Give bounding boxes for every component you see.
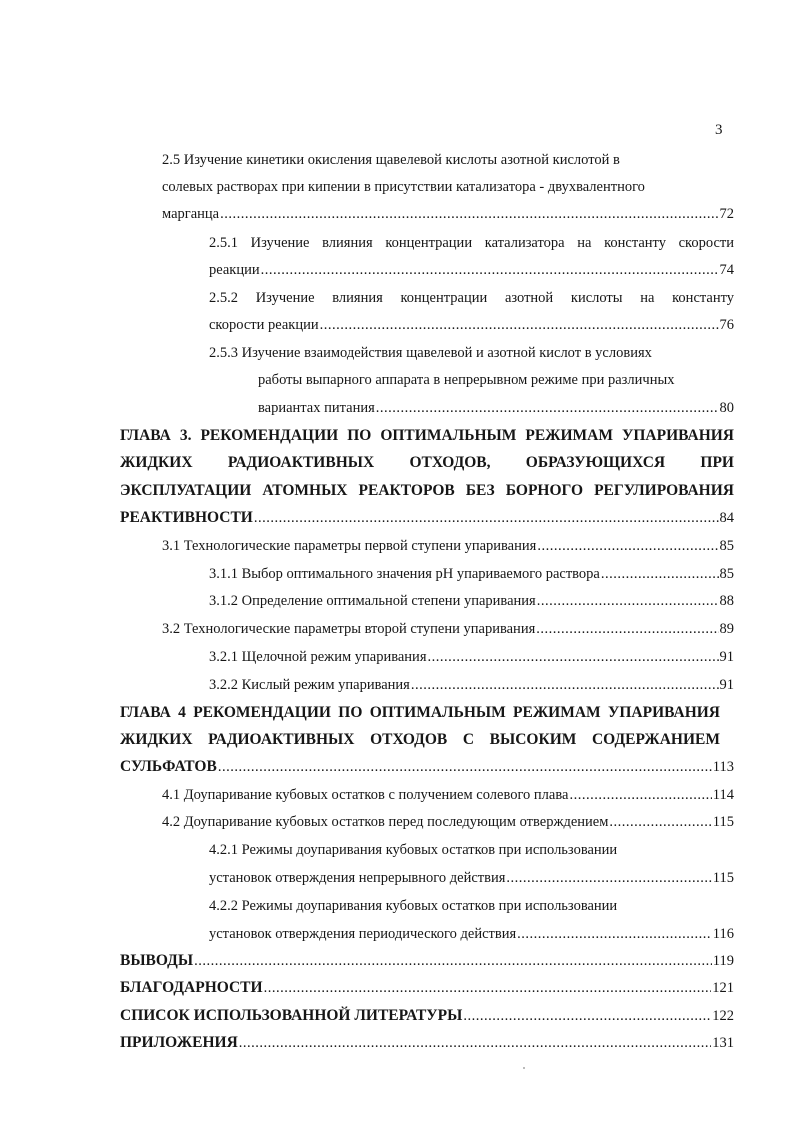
- toc-2-5-3-line2: работы выпарного аппарата в непрерывном режиме при различных: [258, 372, 675, 388]
- toc-3-2-text: 3.2 Технологические параметры второй ступени упаривания: [162, 621, 536, 637]
- toc-3-2-page: 89: [719, 621, 734, 637]
- toc-appendices-page: 131: [712, 1035, 734, 1051]
- dot-leader: [194, 951, 712, 971]
- dot-leader: [218, 757, 712, 777]
- toc-3-2-2-text: 3.2.2 Кислый режим упаривания: [209, 677, 410, 693]
- toc-2-5-1-line2: реакции: [209, 262, 260, 278]
- dot-leader: [264, 978, 712, 998]
- toc-2-5-3-line3: вариантах питания: [258, 400, 375, 416]
- toc-2-5-entry: [162, 204, 734, 224]
- dot-leader: [537, 536, 718, 556]
- toc-2-5-line3: марганца: [162, 206, 220, 222]
- toc-4-2-1-line1: 4.2.1 Режимы доупаривания кубовых остатков при использовании: [209, 842, 618, 858]
- toc-2-5-2-page: 76: [719, 317, 734, 333]
- toc-3-1-entry: [162, 536, 734, 556]
- toc-conclusions-page: 119: [712, 953, 734, 969]
- toc-4-1-entry: [162, 785, 734, 805]
- toc-2-5-1-page: 74: [719, 262, 734, 278]
- toc-4-1-text: 4.1 Доупаривание кубовых остатков с получением солевого плава: [162, 787, 569, 803]
- dot-leader: [376, 398, 719, 418]
- toc-3-1-1-text: 3.1.1 Выбор оптимального значения pH упариваемого раствора: [209, 566, 600, 582]
- toc-ch3-entry: [120, 508, 734, 528]
- toc-3-2-1-text: 3.2.1 Щелочной режим упаривания: [209, 649, 427, 665]
- dot-leader: [517, 924, 712, 944]
- toc-3-2-entry: [162, 619, 734, 639]
- toc-3-1-2-text: 3.1.2 Определение оптимальной степени упаривания: [209, 593, 536, 609]
- toc-2-5-1-line1: 2.5.1 Изучение влияния концентрации катализатора на константу скорости: [209, 235, 734, 251]
- toc-3-2-2-entry: [209, 675, 734, 695]
- toc-2-5-2-entry: [209, 315, 734, 335]
- toc-ch3-line3: ЭКСПЛУАТАЦИИ АТОМНЫХ РЕАКТОРОВ БЕЗ БОРНОГО РЕГУЛИРОВАНИЯ: [120, 482, 734, 499]
- toc-3-1-2-entry: [209, 591, 734, 611]
- toc-appendices-text: ПРИЛОЖЕНИЯ: [120, 1034, 238, 1051]
- toc-references-page: 122: [712, 1008, 734, 1024]
- toc-4-2-page: 115: [712, 814, 734, 830]
- toc-2-5-2-line2: скорости реакции: [209, 317, 319, 333]
- toc-acknowledgements-entry: [120, 978, 734, 998]
- toc-ch4-entry: [120, 757, 734, 777]
- toc-4-1-page: 114: [712, 787, 734, 803]
- toc-2-5-3-entry: [258, 398, 734, 418]
- toc-ch3-page: 84: [719, 510, 734, 526]
- toc-4-2-2-line1: 4.2.2 Режимы доупаривания кубовых остатков при использовании: [209, 898, 618, 914]
- toc-2-5-line2: солевых растворах при кипении в присутствии катализатора - двухвалентного: [162, 179, 645, 195]
- toc-3-1-1-entry: [209, 564, 734, 584]
- toc-ch4-line3: СУЛЬФАТОВ: [120, 758, 217, 775]
- toc-4-2-entry: [162, 812, 734, 832]
- toc-3-1-page: 85: [719, 538, 734, 554]
- toc-references-text: СПИСОК ИСПОЛЬЗОВАННОЙ ЛИТЕРАТУРЫ: [120, 1007, 463, 1024]
- toc-2-5-3-page: 80: [719, 400, 734, 416]
- dot-leader: [428, 647, 719, 667]
- dot-leader: [569, 785, 711, 805]
- toc-4-2-2-entry: [209, 924, 734, 944]
- toc-3-2-1-entry: [209, 647, 734, 667]
- dot-leader: [220, 204, 718, 224]
- toc-2-5-page: 72: [719, 206, 734, 222]
- dot-leader: [601, 564, 719, 584]
- toc-3-1-1-page: 85: [719, 566, 734, 582]
- dot-leader: [506, 868, 711, 888]
- toc-ch3-line1: ГЛАВА 3. РЕКОМЕНДАЦИИ ПО ОПТИМАЛЬНЫМ РЕЖИМАМ УПАРИВАНИЯ: [120, 427, 734, 444]
- toc-2-5-1-entry: [209, 260, 734, 280]
- toc-4-2-2-line2: установок отверждения периодического действия: [209, 926, 517, 942]
- toc-4-2-1-page: 115: [712, 870, 734, 886]
- toc-conclusions-text: ВЫВОДЫ: [120, 952, 194, 969]
- toc-acknowledgements-page: 121: [712, 980, 734, 996]
- toc-3-2-1-page: 91: [719, 649, 734, 665]
- toc-4-2-1-line2: установок отверждения непрерывного действия: [209, 870, 506, 886]
- toc-2-5-3-line1: 2.5.3 Изучение взаимодействия щавелевой и азотной кислот в условиях: [209, 345, 652, 361]
- dot-leader: [536, 619, 718, 639]
- toc-ch3-line2: ЖИДКИХ РАДИОАКТИВНЫХ ОТХОДОВ, ОБРАЗУЮЩИХСЯ ПРИ: [120, 454, 734, 471]
- page-number: 3: [715, 122, 723, 138]
- toc-acknowledgements-text: БЛАГОДАРНОСТИ: [120, 979, 263, 996]
- toc-4-2-1-entry: [209, 868, 734, 888]
- toc-ch4-page: 113: [712, 759, 734, 775]
- toc-conclusions-entry: [120, 951, 734, 971]
- scan-speck: [523, 1067, 525, 1069]
- toc-ch3-line4: РЕАКТИВНОСТИ: [120, 509, 253, 526]
- toc-ch4-line2: ЖИДКИХ РАДИОАКТИВНЫХ ОТХОДОВ С ВЫСОКИМ СОДЕРЖАНИЕМ: [120, 731, 720, 748]
- toc-2-5-2-line1: 2.5.2 Изучение влияния концентрации азотной кислоты на константу: [209, 290, 734, 306]
- toc-references-entry: [120, 1006, 734, 1026]
- dot-leader: [254, 508, 719, 528]
- dot-leader: [239, 1033, 711, 1053]
- toc-2-5-line1: 2.5 Изучение кинетики окисления щавелевой кислоты азотной кислотой в: [162, 152, 620, 168]
- toc-3-1-2-page: 88: [719, 593, 734, 609]
- dot-leader: [261, 260, 719, 280]
- toc-appendices-entry: [120, 1033, 734, 1053]
- dot-leader: [320, 315, 719, 335]
- dot-leader: [411, 675, 719, 695]
- toc-3-1-text: 3.1 Технологические параметры первой ступени упаривания: [162, 538, 537, 554]
- dot-leader: [609, 812, 711, 832]
- dot-leader: [537, 591, 719, 611]
- dot-leader: [463, 1006, 711, 1026]
- toc-3-2-2-page: 91: [719, 677, 734, 693]
- toc-4-2-text: 4.2 Доупаривание кубовых остатков перед последующим отверждением: [162, 814, 609, 830]
- toc-ch4-line1: ГЛАВА 4 РЕКОМЕНДАЦИИ ПО ОПТИМАЛЬНЫМ РЕЖИМАМ УПАРИВАНИЯ: [120, 704, 720, 721]
- toc-4-2-2-page: 116: [712, 926, 734, 942]
